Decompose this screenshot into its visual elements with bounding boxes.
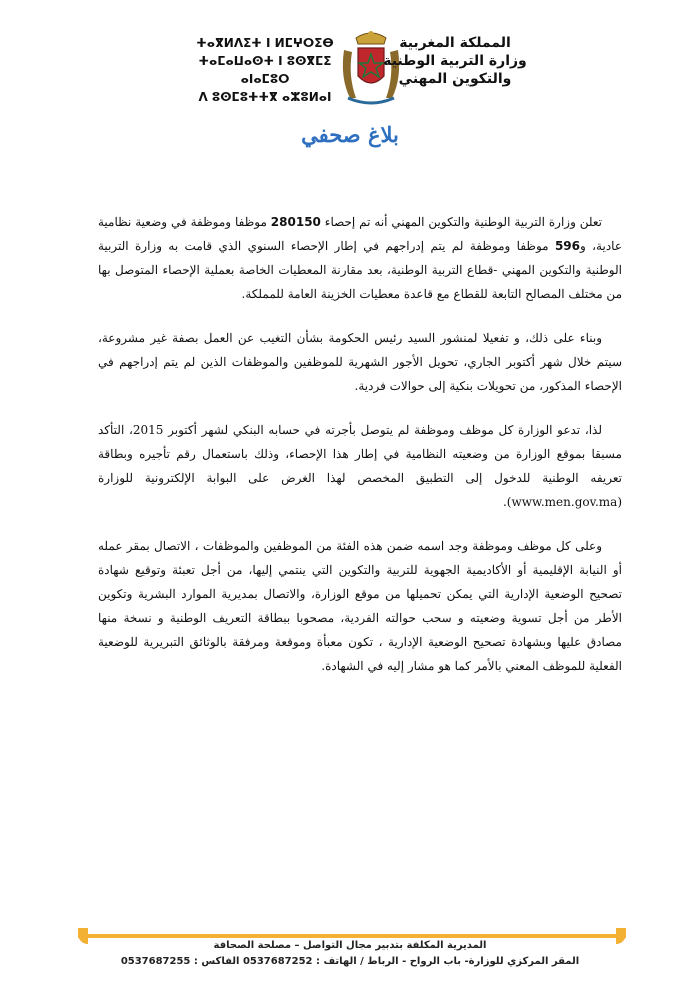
text-run: تعلن وزارة التربية الوطنية والتكوين المهني أنه تم إحصاء xyxy=(320,215,603,229)
footer xyxy=(0,912,700,990)
paragraph-1 xyxy=(98,210,622,306)
text-run: موظفا وموظفة لم يتم إدراجهم في إطار الإحصاء السنوي الذي قامت به وزارة التربية الوطنية والتكوين المهني -قطاع التربية الوطنية، بعد مقارنة المعطيات الخاصة بعملية الإحصاء المتوصل بها من مختلف المصالح التابعة للقطاع مع قاعدة معطيات الخزينة العامة للمملكة. xyxy=(98,239,622,301)
arabic-line: والتكوين المهني xyxy=(398,71,512,87)
arabic-line: وزارة التربية الوطنية xyxy=(383,53,527,69)
count-regular: 280150 xyxy=(270,215,321,229)
document-title: بلاغ صحفي xyxy=(301,122,399,147)
text-run: موظفا وموظفة في وضعية نظامية عادية، و xyxy=(98,215,622,253)
footer-department: المديرية المكلفة بتدبير مجال التواصل – مصلحة الصحافة xyxy=(213,940,487,951)
footer-contact: المقر المركزي للوزارة- باب الرواح - الرباط / الهاتف : 0537687252 الفاكس : 0537687255 xyxy=(120,956,580,967)
press-release-body xyxy=(98,210,622,698)
text-run: وعلى كل موظف وموظفة وجد اسمه ضمن هذه الفئة من الموظفين والموظفات ، الاتصال بمقر عمله أو النيابة الإقليمية أو الأكاديمية الجهوية للتربية والتكوين التي ينتمي إليها، من أجل تعبئة وتوقيع شهادة تصحيح الوضعية الإدارية التي يمكن تحميلها من موقع الوزارة، والاتصال بمديرية الموارد البشرية وتكوين الأطر من أجل تسوية وضعيته و سحب حوالته الفردية، مصحوبا ببطاقة التعريف الوطنية و نسخة منها مصادق عليها وبشهادة تصحيح الوضعية الإدارية ، تكون معبأة وموقعة ومرفقة بالوثائق التبريرية للوضعية الفعلية للموظف المعني بالأمر كما هو مشار إليه في الشهادة. xyxy=(98,539,622,673)
letterhead xyxy=(0,18,700,108)
paragraph-3 xyxy=(98,418,622,514)
text-run: لذا، تدعو الوزارة كل موظف وموظفة لم يتوصل بأجرته في حسابه البنكي لشهر أكتوبر 2015، التأكد مسبقا بموقع الوزارة من وضعيته النظامية في إطار هذا الإحصاء، وذلك باستعمال رقم تأجيره وبطاقة تعريفه الوطنية للدخول إلى التطبيق المخصص لهذا الغرض على البوابة الإلكترونية للوزارة (www.men.gov.ma). xyxy=(98,423,622,509)
tifinagh-line: ⵜⴰⴳⵍⴷⵉⵜ ⵏ ⵍⵎⵖⵔⵉⴱ xyxy=(196,36,334,50)
count-unregistered: 596 xyxy=(554,239,581,253)
text-run: وبناء على ذلك، و تفعيلا لمنشور السيد رئيس الحكومة بشأن التغيب عن العمل بصفة غير مشروعة، سيتم خلال شهر أكتوبر الجاري، تحويل الأجور الشهرية للموظفين والموظفات الذين لم يتم إدراجهم في الإحصاء المذكور، من تحويلات بنكية إلى حوالات فردية. xyxy=(98,331,622,393)
paragraph-4 xyxy=(98,534,622,678)
tifinagh-ministry-name xyxy=(190,34,340,106)
arabic-line: المملكة المغربية xyxy=(399,35,511,51)
footer-divider xyxy=(78,934,626,938)
tifinagh-line: ⵜⴰⵎⴰⵡⴰⵙⵜ ⵏ ⵓⵙⴳⵎⵉ ⴰⵏⴰⵎⵓⵔ xyxy=(198,54,332,86)
arabic-ministry-name xyxy=(360,34,550,88)
tifinagh-line: ⴷ ⵓⵙⵎⵓⵜⵜⴳ ⴰⵣⵓⵍⴰⵏ xyxy=(198,90,332,104)
paragraph-2 xyxy=(98,326,622,398)
